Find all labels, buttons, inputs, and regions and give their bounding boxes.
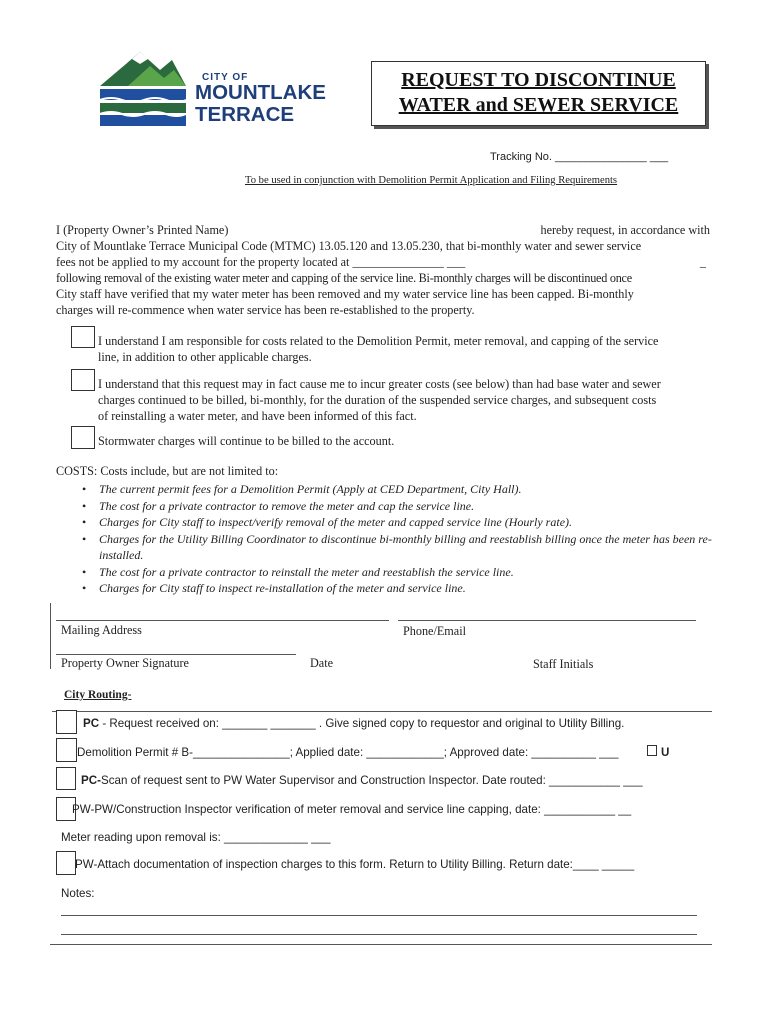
form-title-box <box>371 61 706 126</box>
costs-list <box>76 481 716 597</box>
routing-top-rule <box>52 711 712 712</box>
signature-line[interactable] <box>56 654 296 655</box>
city-logo <box>98 48 343 130</box>
signature-label: Property Owner Signature <box>61 656 189 670</box>
routing-item-verification <box>72 803 631 816</box>
routing-item-prefix: PC- <box>81 774 101 787</box>
mailing-address-line[interactable] <box>56 620 389 621</box>
logo-line3: TERRACE <box>195 103 295 126</box>
ack-greater-line3: of reinstalling a water meter, and have been informed of this fact. <box>98 409 417 423</box>
request-line2: City of Mountlake Terrace Municipal Code (MTMC) 13.05.120 and 13.05.230, that bi-monthly water and sewer service <box>56 239 642 253</box>
owner-name-label: I (Property Owner’s Printed Name) <box>56 223 229 237</box>
date-label: Date <box>310 656 334 670</box>
request-line4: following removal of the existing water meter and capping of the service line. Bi-monthly charges will be discontinued once <box>56 271 632 285</box>
routing-item-text: Demolition Permit # B-_______________; Applied date: ____________; Approved date: __________ ___ <box>77 746 619 759</box>
routing-item-attach: PW-Attach documentation of inspection charges to this form. Return to Utility Billing. Return date:____ _____ <box>75 858 635 871</box>
request-line3-tail: _ <box>699 255 706 269</box>
routing-item-text: - Request received on: _______ _______ . Give signed copy to requestor and original to Utility Billing. <box>99 717 625 730</box>
phone-email-label: Phone/Email <box>403 624 466 638</box>
ack-checkbox-costs[interactable] <box>71 326 95 348</box>
field-left-border <box>50 603 51 669</box>
cost-item: • The current permit fees for a Demolition Permit (Apply at CED Department, City Hall). <box>76 481 716 498</box>
ack-greater-line1: I understand that this request may in fact cause me to incur greater costs (see below) than had base water and sewer <box>98 377 661 391</box>
form-title-line2: WATER and SEWER SERVICE <box>398 94 679 116</box>
form-title-line1: REQUEST TO DISCONTINUE <box>401 69 676 91</box>
bottom-rule <box>50 944 712 945</box>
routing-checkbox-scan[interactable] <box>56 767 76 790</box>
ack-greater-line2: charges continued to be billed, bi-monthly, for the duration of the suspended service charges, and subsequent costs <box>98 393 657 407</box>
routing-checkbox-attach[interactable] <box>56 851 76 875</box>
routing-checkbox-u[interactable] <box>647 745 657 756</box>
tracking-number[interactable]: Tracking No. _______________ ___ <box>490 151 669 163</box>
city-routing-heading: City Routing- <box>64 689 132 701</box>
ack-costs-line1: I understand I am responsible for costs related to the Demolition Permit, meter removal, and capping of the service <box>98 334 659 348</box>
meter-reading-field[interactable]: Meter reading upon removal is: _____________ ___ <box>61 831 331 844</box>
routing-u-label: U <box>661 746 670 759</box>
mailing-address-label: Mailing Address <box>61 623 142 637</box>
notes-label: Notes: <box>61 887 95 900</box>
notes-line-2[interactable] <box>61 934 697 935</box>
cost-item: • Charges for City staff to inspect re-installation of the meter and service line. <box>76 580 716 597</box>
routing-item-text: PW-PW/Construction Inspector verification of meter removal and service line capping, date: ___________ __ <box>72 803 632 816</box>
ack-text-stormwater: Stormwater charges will continue to be billed to the account. <box>98 434 395 448</box>
routing-checkbox-received[interactable] <box>56 710 77 734</box>
staff-initials-label: Staff Initials <box>533 657 594 671</box>
property-address-field[interactable]: fees not be applied to my account for the property located at _______________ ___ <box>56 255 466 269</box>
ack-text-greater-costs <box>98 376 718 424</box>
request-line6: charges will re-commence when water service has been re-established to the property. <box>56 303 475 317</box>
request-line5: City staff have verified that my water meter has been removed and my water service line has been capped. Bi-monthly <box>56 287 634 301</box>
logo-line1: CITY OF <box>202 72 249 83</box>
cost-item: • The cost for a private contractor to reinstall the meter and reestablish the service line. <box>76 564 716 581</box>
cost-item: • The cost for a private contractor to remove the meter and cap the service line. <box>76 498 716 515</box>
notes-line-1[interactable] <box>61 915 697 916</box>
cost-item: • Charges for City staff to inspect/verify removal of the meter and capped service line (Hourly rate). <box>76 514 716 531</box>
ack-costs-line2: line, in addition to other applicable charges. <box>98 350 312 364</box>
routing-item-permit <box>77 746 618 759</box>
costs-heading: COSTS: Costs include, but are not limited to: <box>56 464 279 478</box>
routing-item-text: Scan of request sent to PW Water Supervisor and Construction Inspector. Date routed: ___________ ___ <box>100 774 643 787</box>
routing-item-prefix: PC <box>83 717 100 730</box>
request-paragraph <box>56 222 716 318</box>
cost-item: • Charges for the Utility Billing Coordinator to discontinue bi-monthly billing and reestablish billing once the meter has been re-installed. <box>76 531 716 564</box>
ack-text-costs <box>98 333 718 365</box>
routing-checkbox-permit[interactable] <box>56 738 77 762</box>
ack-checkbox-stormwater[interactable] <box>71 426 95 449</box>
logo-line2: MOUNTLAKE <box>195 81 326 104</box>
routing-item-scan <box>81 774 643 787</box>
request-line1-right: hereby request, in accordance with <box>540 223 710 237</box>
subtitle-instructions: To be used in conjunction with Demolition Permit Application and Filing Requirements <box>245 175 618 186</box>
routing-item-received <box>83 717 624 730</box>
phone-email-line[interactable] <box>398 620 696 621</box>
ack-checkbox-greater-costs[interactable] <box>71 369 95 391</box>
